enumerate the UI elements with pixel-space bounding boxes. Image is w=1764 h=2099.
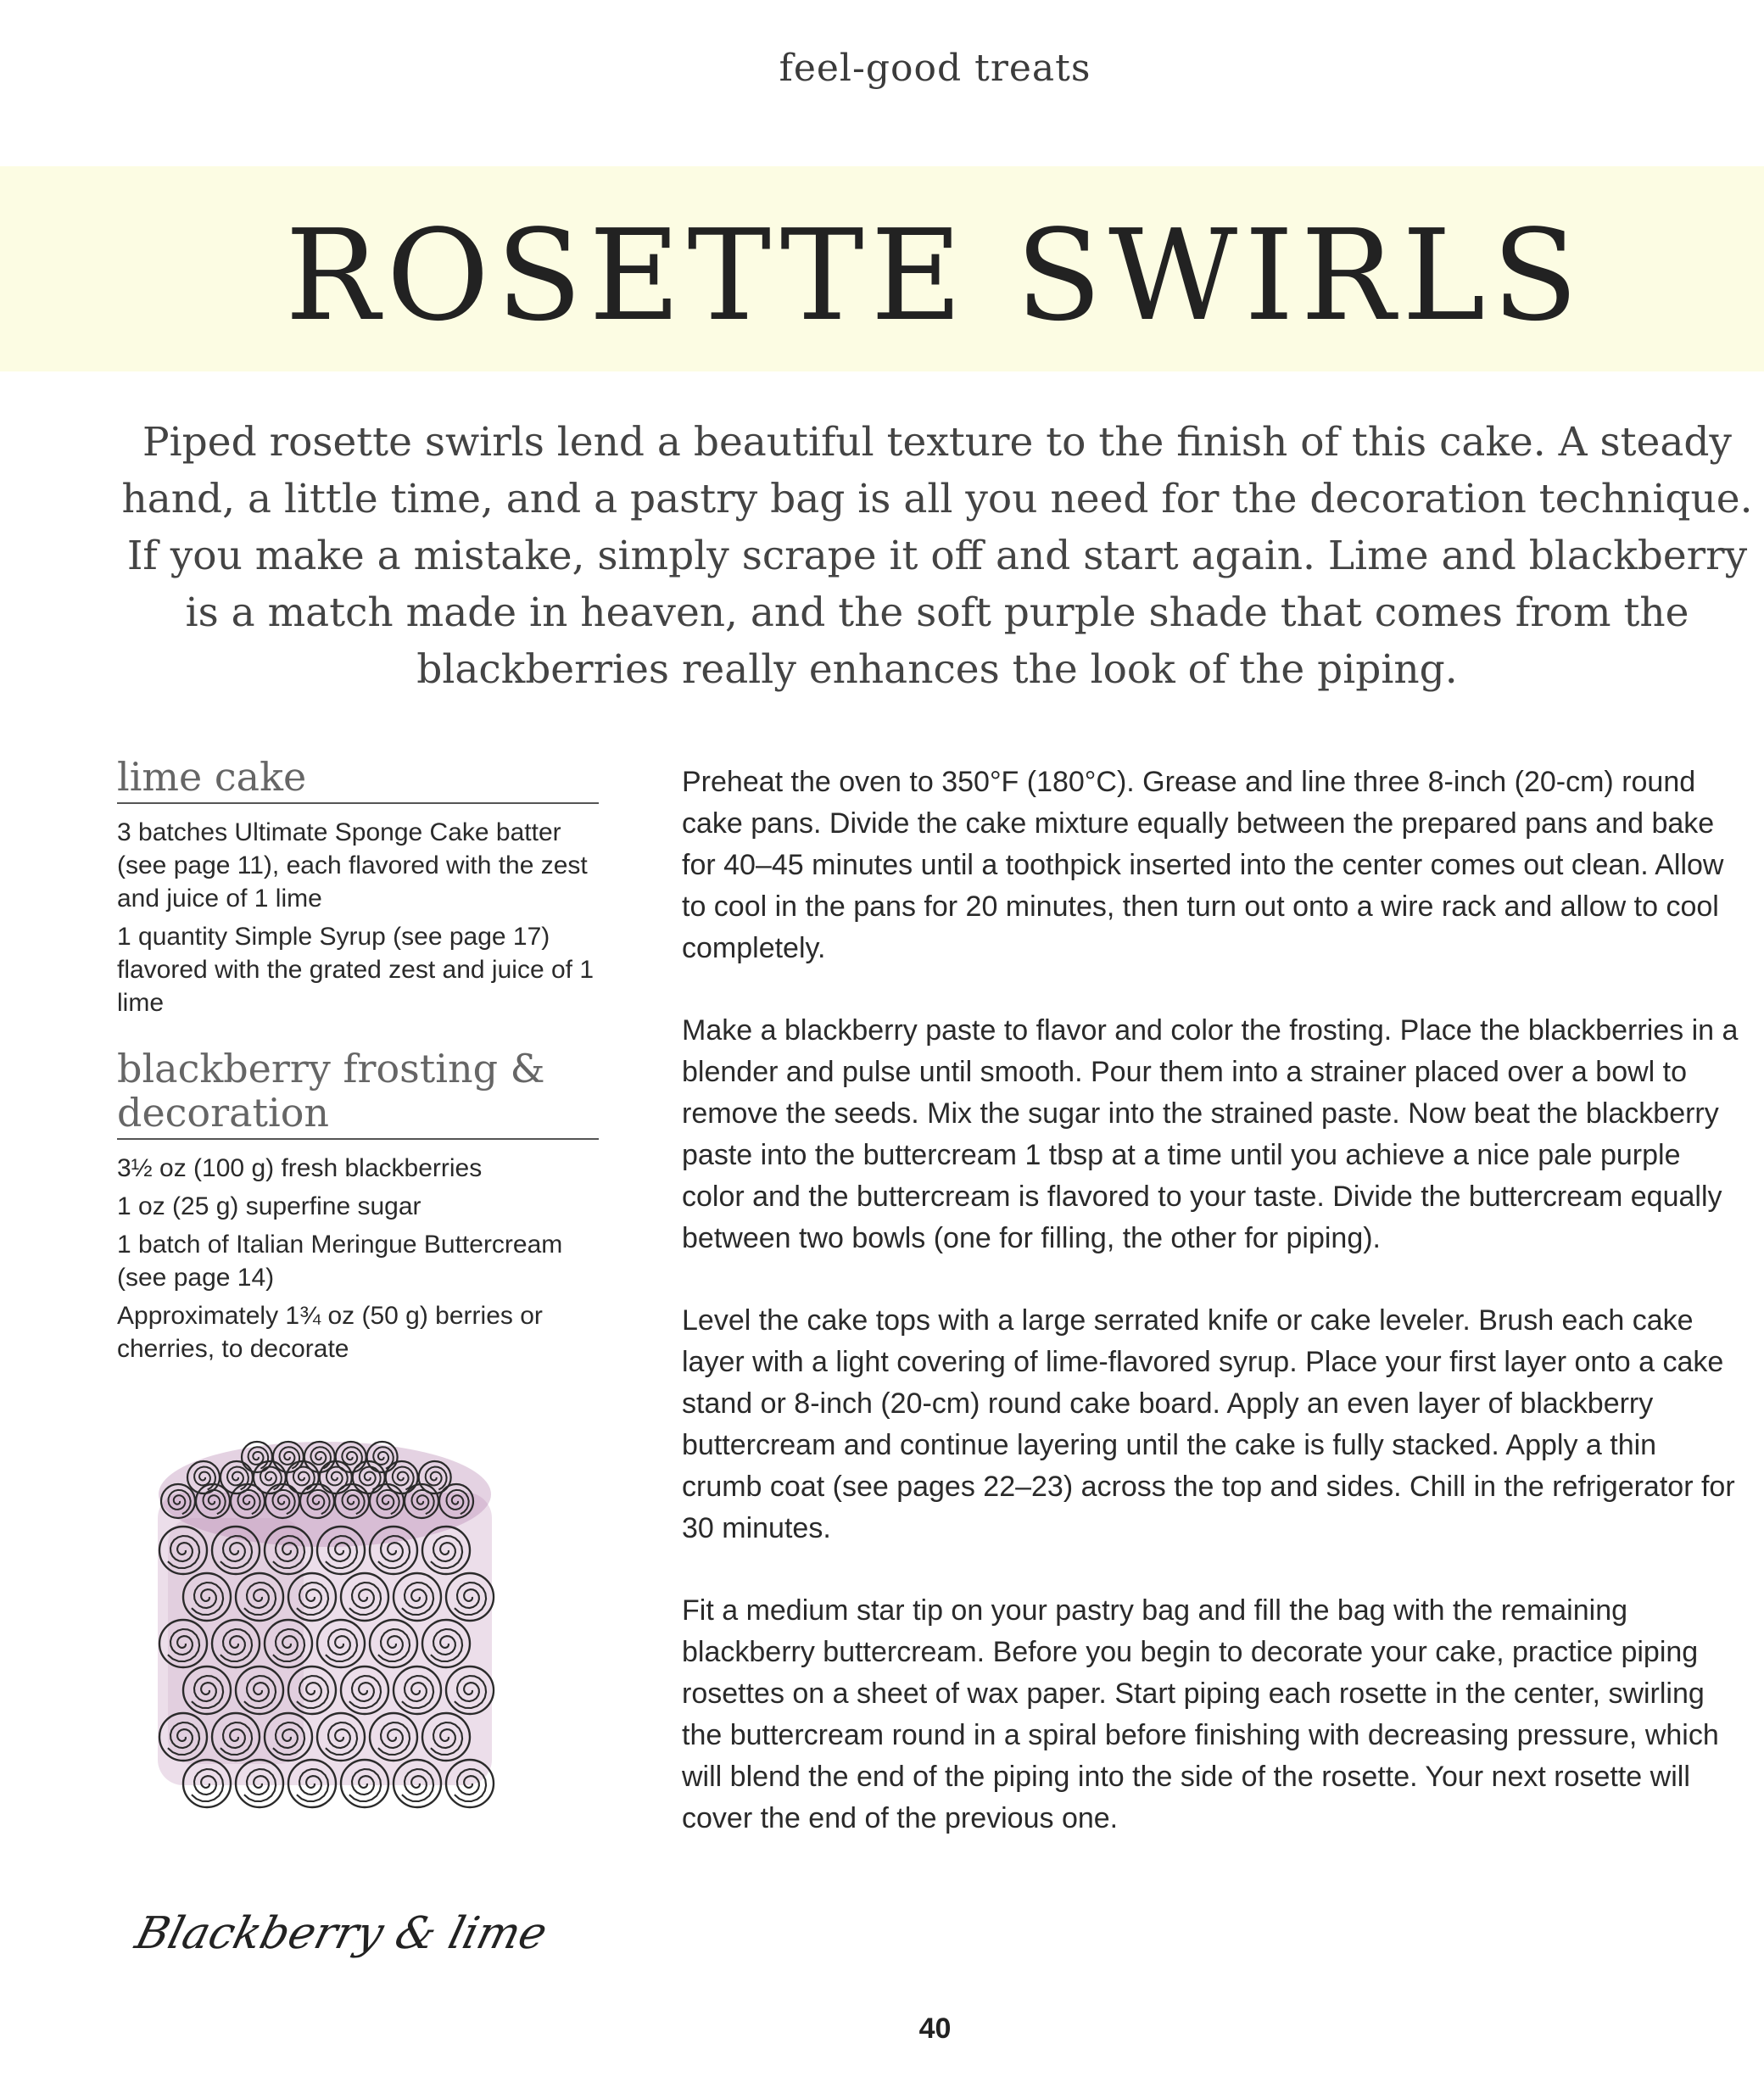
ingredients-sidebar bbox=[117, 755, 599, 1370]
ingredient-item: Approximately 1¾ oz (50 g) berries or cherries, to decorate bbox=[117, 1302, 543, 1363]
method-text bbox=[682, 762, 1742, 1880]
ingredient-item: 1 batch of Italian Meringue Buttercream (see page 14) bbox=[117, 1231, 563, 1292]
ingredient-item: 3½ oz (100 g) fresh blackberries bbox=[117, 1154, 483, 1182]
ingredients-list-frosting bbox=[117, 1152, 599, 1365]
method-paragraph: Preheat the oven to 350°F (180°C). Grease and line three 8-inch (20-cm) round cake pans. Divide the cake mixture equally between the prepared pans and bake for 40–45 minutes until a toothpick inserted into the center comes out clean. Allow to cool in the pans for 20 minutes, then turn out onto a wire rack and allow to cool completely. bbox=[682, 766, 1724, 964]
cake-illustration bbox=[134, 1425, 516, 1815]
recipe-title: ROSETTE SWIRLS bbox=[285, 203, 1585, 349]
illustration-caption bbox=[123, 1887, 581, 1972]
method-paragraph: Fit a medium star tip on your pastry bag and fill the bag with the remaining blackberry buttercream. Before you begin to decorate your cake, practice piping rosettes on a sheet of wax paper. Start piping each rosette in the center, swirling the buttercream round in a spiral before finishing with decreasing pressure, which will blend the end of the piping into the side of the rosette. Your next rosette will cover the end of the previous one. bbox=[682, 1594, 1719, 1834]
page-number: 40 bbox=[918, 2012, 952, 2045]
method-paragraph: Level the cake tops with a large serrated knife or cake leveler. Brush each cake layer with a light covering of lime-flavored syrup. Place your first layer onto a cake stand or 8-inch (20-cm) round cake board. Apply an even layer of blackberry buttercream and continue layering until the cake is fully stacked. Apply a thin crumb coat (see pages 22–23) across the top and sides. Chill in the refrigerator for 30 minutes. bbox=[682, 1304, 1735, 1544]
ingredient-item: 1 oz (25 g) superfine sugar bbox=[117, 1192, 421, 1220]
ingredient-item: 1 quantity Simple Syrup (see page 17) flavored with the grated zest and juice of 1 lime bbox=[117, 923, 595, 1017]
ingredients-heading-frosting: blackberry frosting & decoration bbox=[117, 1047, 599, 1140]
ingredients-list-lime-cake bbox=[117, 816, 599, 1019]
running-head: feel-good treats bbox=[779, 47, 1091, 90]
ingredient-item: 3 batches Ultimate Sponge Cake batter (see page 11), each flavored with the zest and juice of 1 lime bbox=[117, 818, 588, 913]
recipe-intro: Piped rosette swirls lend a beautiful texture to the finish of this cake. A steady hand, a little time, and a pastry bag is all you need for the decoration technique. If you make a mistake, simply scrape it off and start again. Lime and blackberry is a match made in heaven, and the soft purple shade that comes from the blackberries really enhances the look of the piping. bbox=[121, 419, 1753, 693]
svg-text:Blackberry & lime: Blackberry & lime bbox=[130, 1907, 553, 1959]
method-paragraph: Make a blackberry paste to flavor and color the frosting. Place the blackberries in a blender and pulse until smooth. Pour them into a strainer placed over a bowl to remove the seeds. Mix the sugar into the strained paste. Now beat the blackberry paste into the buttercream 1 tbsp at a time until you achieve a nice pale purple color and the buttercream is flavored to your taste. Divide the buttercream equally between two bowls (one for filling, the other for piping). bbox=[682, 1014, 1739, 1254]
ingredients-heading-lime-cake: lime cake bbox=[117, 755, 599, 804]
